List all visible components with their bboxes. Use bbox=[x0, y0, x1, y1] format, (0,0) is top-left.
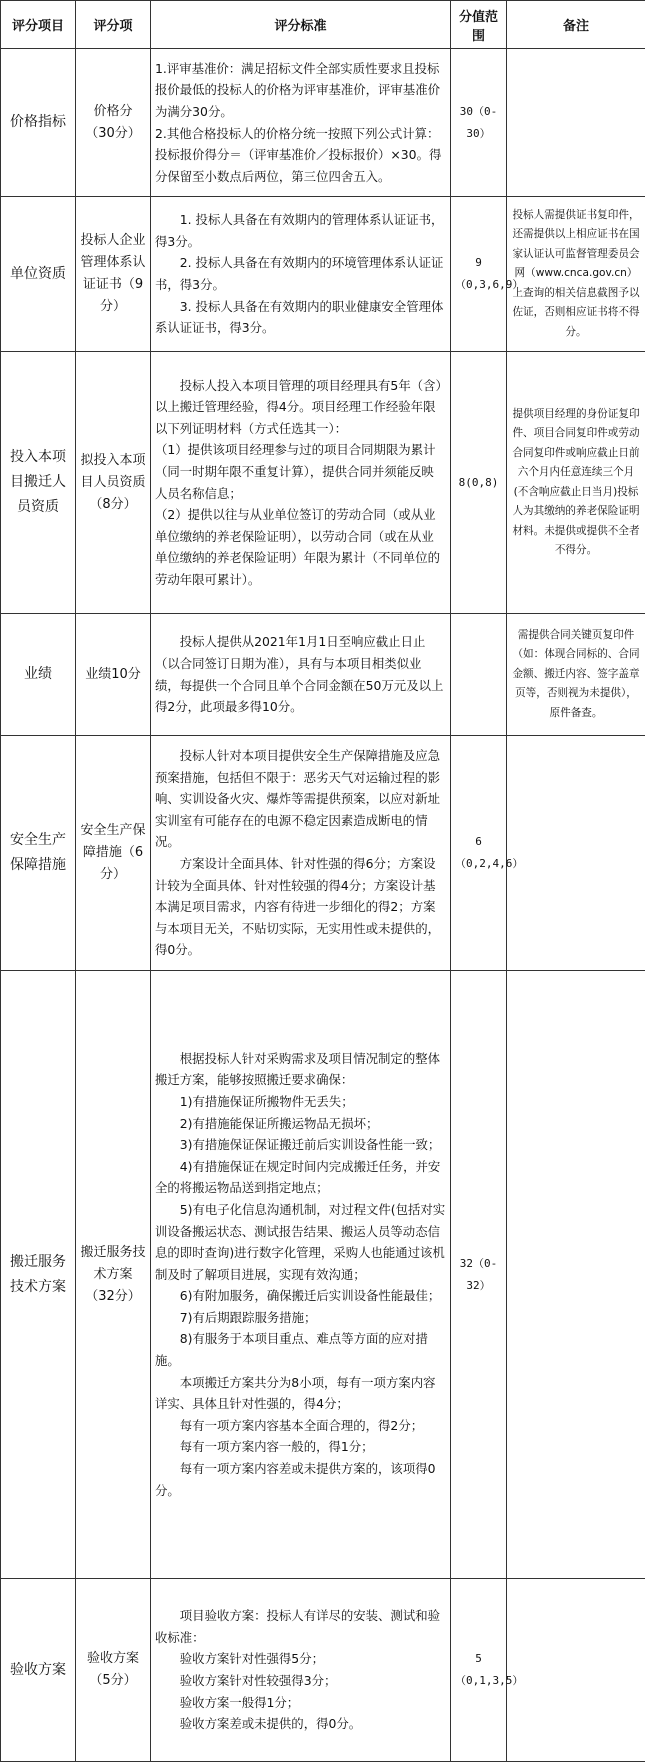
project-name: 业绩 bbox=[1, 614, 76, 736]
score-range: 8(0,8) bbox=[451, 352, 507, 614]
item-name: 搬迁服务技术方案（32分） bbox=[76, 971, 151, 1579]
table-row bbox=[1, 197, 645, 352]
score-range: 6（0,2,4,6） bbox=[451, 736, 507, 971]
criteria-line: 方案设计全面具体、针对性强的得6分；方案设计较为全面具体、针对性较强的得4分；方案设计基本满足项目需求，内容有待进一步细化的得2；方案与本项目无关，不贴切实际，无实用性或未提供的，得0分。 bbox=[155, 856, 440, 958]
header-score: 分值范围 bbox=[451, 1, 507, 49]
criteria-line: （1）提供该项目经理参与过的项目合同期限为累计（同一时期年限不重复计算），提供合同并须能反映人员名称信息； bbox=[155, 442, 436, 501]
project-name: 搬迁服务技术方案 bbox=[1, 971, 76, 1579]
header-criteria: 评分标准 bbox=[151, 1, 451, 49]
item-name: 投标人企业管理体系认证证书（9分） bbox=[76, 197, 151, 352]
project-name: 安全生产保障措施 bbox=[1, 736, 76, 971]
criteria-line: 1)有措施保证所搬物件无丢失； bbox=[179, 1093, 354, 1109]
project-name: 价格指标 bbox=[1, 49, 76, 197]
criteria-line: 验收方案针对性较强得3分； bbox=[179, 1673, 337, 1688]
criteria-line: 项目验收方案：投标人有详尽的安装、测试和验收标准： bbox=[155, 1608, 440, 1645]
criteria-line: 每有一项方案内容差或未提供方案的，该项得0分。 bbox=[155, 1461, 436, 1498]
criteria-line: 8)有服务于本项目重点、难点等方面的应对措施。 bbox=[155, 1331, 428, 1369]
table-row bbox=[1, 971, 645, 1579]
item-name: 验收方案（5分） bbox=[76, 1579, 151, 1762]
criteria-line: 每有一项方案内容一般的，得1分； bbox=[179, 1439, 374, 1455]
criteria-cell bbox=[151, 49, 451, 197]
criteria-cell bbox=[151, 197, 451, 352]
criteria-line: 3. 投标人具备在有效期内的职业健康安全管理体系认证证书，得3分。 bbox=[155, 298, 444, 336]
criteria-cell bbox=[151, 1579, 451, 1762]
criteria-cell bbox=[151, 736, 451, 971]
project-name: 投入本项目搬迁人员资质 bbox=[1, 352, 76, 614]
criteria-line: 2.其他合格投标人的价格分统一按照下列公式计算：投标报价得分＝（评审基准价／投标报价）×30。得分保留至小数点后两位，第三位四舍五入。 bbox=[155, 125, 442, 184]
criteria-cell bbox=[151, 352, 451, 614]
header-note: 备注 bbox=[507, 1, 645, 49]
criteria-line: 1. 投标人具备在有效期内的管理体系认证证书，得3分。 bbox=[155, 212, 444, 249]
header-project: 评分项目 bbox=[1, 1, 76, 49]
score-range bbox=[451, 614, 507, 736]
note-cell: 提供项目经理的身份证复印件、项目合同复印件或劳动合同复印件或响应截止日前六个月内任意连续三个月(不含响应截止日当月)投标人为其缴纳的养老保险证明材料。未提供或提供不全者不得分。 bbox=[507, 352, 645, 614]
table-row bbox=[1, 352, 645, 614]
item-name: 价格分（30分） bbox=[76, 49, 151, 197]
criteria-line: 验收方案一般得1分； bbox=[179, 1694, 300, 1710]
score-range: 30（0-30） bbox=[451, 49, 507, 197]
header-item: 评分项 bbox=[76, 1, 151, 49]
item-name: 业绩10分 bbox=[76, 614, 151, 736]
table-row bbox=[1, 49, 645, 197]
item-name: 拟投入本项目人员资质（8分） bbox=[76, 352, 151, 614]
criteria-line: 每有一项方案内容基本全面合理的，得2分； bbox=[179, 1417, 424, 1433]
table-row bbox=[1, 1579, 645, 1762]
item-name: 安全生产保障措施（6分） bbox=[76, 736, 151, 971]
score-range: 32（0-32） bbox=[451, 971, 507, 1579]
table-row bbox=[1, 736, 645, 971]
table-row bbox=[1, 614, 645, 736]
note-cell bbox=[507, 1579, 645, 1762]
criteria-line: 验收方案针对性强得5分； bbox=[179, 1651, 324, 1667]
note-cell: 投标人需提供证书复印件，还需提供以上相应证书在国家认证认可监督管理委员会网（www.cnca.gov.cn）上查询的相关信息截图予以佐证，否则相应证书将不得分。 bbox=[507, 197, 645, 352]
criteria-line: 5)有电子化信息沟通机制，对过程文件(包括对实训设备搬运状态、测试报告结果、搬运人员等动态信息的即时查询)进行数字化管理，采购人也能通过该机制及时了解项目进展，实现有效沟通； bbox=[155, 1201, 446, 1282]
header-row bbox=[1, 1, 645, 49]
criteria-line: 投标人投入本项目管理的项目经理具有5年（含）以上搬迁管理经验，得4分。项目经理工作经验年限以下列证明材料（方式任选其一）： bbox=[155, 377, 442, 436]
note-cell bbox=[507, 971, 645, 1579]
criteria-line: 6)有附加服务，确保搬迁后实训设备性能最佳； bbox=[179, 1288, 441, 1304]
criteria-line: 2)有措施能保证所搬运物品无损坏； bbox=[179, 1115, 379, 1131]
criteria-line: 验收方案差或未提供的，得0分。 bbox=[179, 1716, 362, 1732]
score-range: 5（0,1,3,5） bbox=[451, 1579, 507, 1762]
note-cell bbox=[507, 49, 645, 197]
criteria-line: 2. 投标人具备在有效期内的环境管理体系认证证书，得3分。 bbox=[155, 255, 444, 292]
note-cell: 需提供合同关键页复印件（如：体现合同标的、合同金额、搬迁内容、签字盖章页等，否则视为未提供），原件备查。 bbox=[507, 614, 645, 736]
criteria-line: 4)有措施保证在规定时间内完成搬迁任务，并安全的将搬运物品送到指定地点； bbox=[155, 1158, 441, 1196]
criteria-line: 本项搬迁方案共分为8小项，每有一项方案内容详实、具体且针对性强的，得4分； bbox=[155, 1374, 436, 1412]
criteria-line: 3)有措施保证保证搬迁前后实训设备性能一致； bbox=[179, 1137, 441, 1153]
criteria-line: （2）提供以往与从业单位签订的劳动合同（或从业单位缴纳的养老保险证明），以劳动合同（或在从业单位缴纳的养老保险证明）年限为累计（不同单位的劳动年限可累计）。 bbox=[155, 507, 440, 587]
criteria-line: 7)有后期跟踪服务措施； bbox=[179, 1309, 317, 1325]
criteria-line: 根据投标人针对采购需求及项目情况制定的整体搬迁方案，能够按照搬迁要求确保： bbox=[155, 1050, 440, 1088]
project-name: 单位资质 bbox=[1, 197, 76, 352]
criteria-line: 投标人提供从2021年1月1日至响应截止日止（以合同签订日期为准），具有与本项目相类似业绩，每提供一个合同且单个合同金额在50万元及以上得2分，此项最多得10分。 bbox=[155, 634, 444, 715]
criteria-line: 投标人针对本项目提供安全生产保障措施及应急预案措施，包括但不限于：恶劣天气对运输过程的影响、实训设备火灾、爆炸等需提供预案，以应对新址实训室有可能存在的电源不稳定因素造成断电的情况。 bbox=[155, 748, 440, 850]
criteria-line: 1.评审基准价：满足招标文件全部实质性要求且投标报价最低的投标人的价格为评审基准价，评审基准价为满分30分。 bbox=[155, 60, 440, 119]
score-range: 9（0,3,6,9） bbox=[451, 197, 507, 352]
note-cell bbox=[507, 736, 645, 971]
project-name: 验收方案 bbox=[1, 1579, 76, 1762]
criteria-cell bbox=[151, 614, 451, 736]
criteria-cell bbox=[151, 971, 451, 1579]
